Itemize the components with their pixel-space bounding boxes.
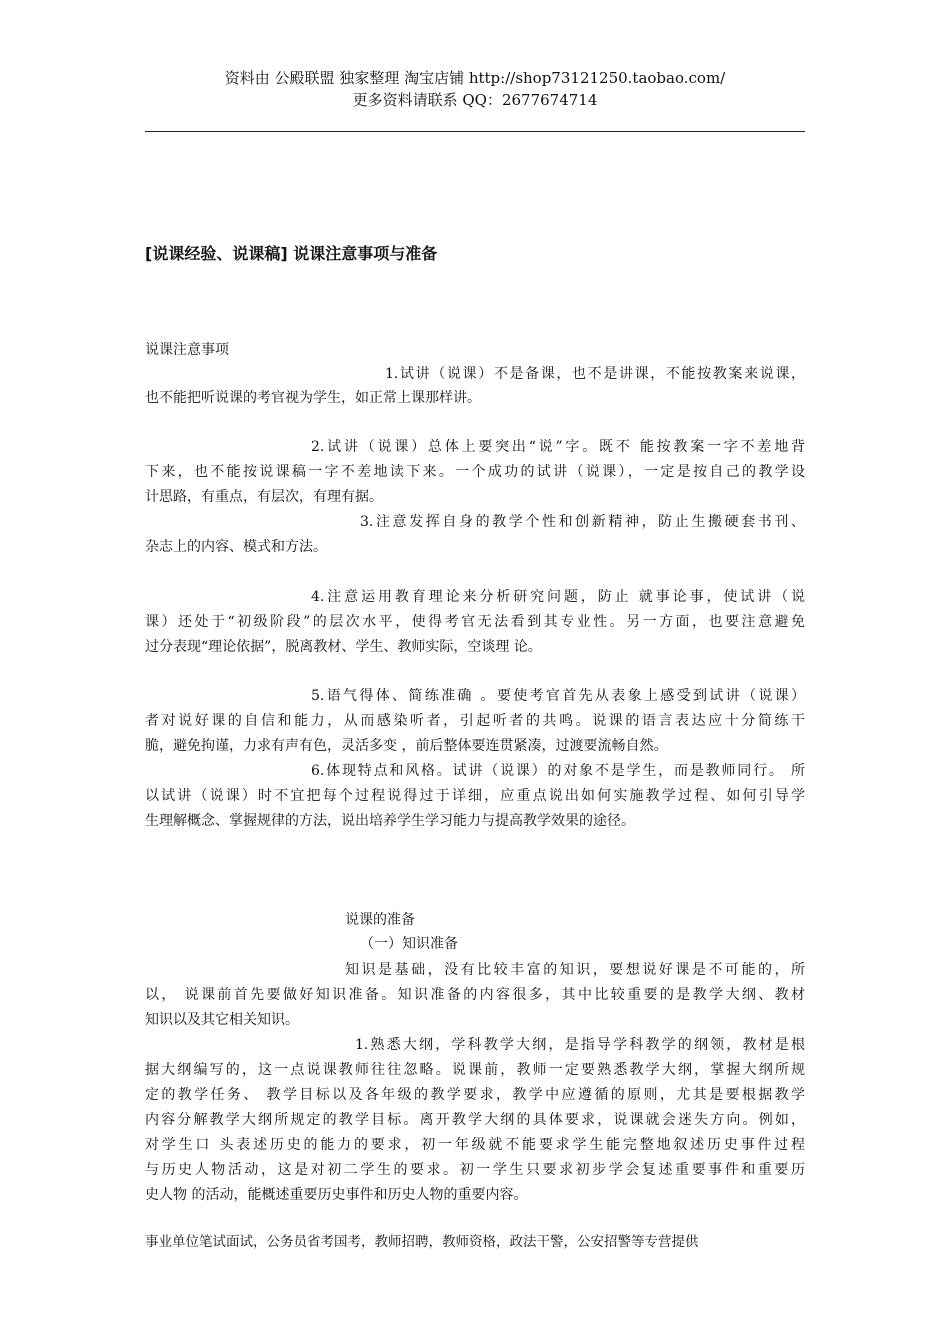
paragraph-line: 过分表现“理论依据”，脱离教材、学生、教师实际，空谈理 论。 — [145, 639, 542, 655]
paragraph-line: 杂志上的内容、模式和方法。 — [145, 539, 327, 555]
section2-subheading: （一）知识准备 — [360, 936, 458, 952]
paragraph-line: 课）还处于“初级阶段”的层次水平，使得考官无法看到其专业性。另一方面，也要注意避免 — [145, 614, 805, 630]
paragraph-line: 1.试讲（说课）不是备课，也不是讲课，不能按教案来说课， — [385, 366, 805, 382]
paragraph-line: 4.注意运用教育理论来分析研究问题，防止 就事论事，使试讲（说 — [311, 589, 805, 605]
paragraph-line: 与历史人物活动，这是对初二学生的要求。初一学生只要求初步学会复述重要事件和重要历 — [145, 1162, 805, 1178]
paragraph-line: 内容分解教学大纲所规定的教学目标。离开教学大纲的具体要求，说课就会迷失方向。例如， — [145, 1112, 805, 1128]
paragraph-line: 生理解概念、掌握规律的方法，说出培养学生学习能力与提高教学效果的途径。 — [145, 813, 635, 829]
paragraph-line: 者对说好课的自信和能力，从而感染听者，引起听者的共鸣。说课的语言表达应十分简练干 — [145, 713, 805, 729]
header-divider — [145, 131, 805, 132]
header-line-2: 更多资料请联系 QQ：2677674714 — [352, 91, 598, 109]
paragraph-line: 也不能把听说课的考官视为学生，如正常上课那样讲。 — [145, 390, 481, 406]
paragraph-line: 5.语气得体、简练准确 。要使考官首先从表象上感受到试讲（说课） — [311, 688, 805, 704]
paragraph-line: 计思路，有重点，有层次，有理有据。 — [145, 489, 383, 505]
header-line-1: 资料由 公殿联盟 独家整理 淘宝店铺 http://shop73121250.taobao.com/ — [224, 69, 726, 87]
paragraph-line: 脆，避免拘谨，力求有声有色，灵活多变 ，前后整体要连贯紧凑，过渡要流畅自然。 — [145, 738, 668, 754]
paragraph-line: 3.注意发挥自身的教学个性和创新精神，防止生搬硬套书刊、 — [360, 514, 805, 530]
paragraph-line: 知识以及其它相关知识。 — [145, 1012, 299, 1028]
section2-heading: 说课的准备 — [345, 912, 415, 928]
paragraph-line: 据大纲编写的，这一点说课教师往往忽略。说课前，教师一定要熟悉教学大纲，掌握大纲所规 — [145, 1062, 805, 1078]
paragraph-line: 对学生口 头表述历史的能力的要求，初一年级就不能要求学生能完整地叙述历史事件过程 — [145, 1137, 805, 1153]
paragraph-line: 以， 说课前首先要做好知识准备。知识准备的内容很多，其中比较重要的是教学大纲、教材 — [145, 987, 805, 1003]
page-footer: 事业单位笔试面试，公务员省考国考，教师招聘，教师资格，政法干警，公安招警等专营提供 — [145, 1234, 699, 1250]
paragraph-line: 2.试讲（说课）总体上要突出“说”字。既不 能按教案一字不差地背 — [311, 439, 805, 455]
paragraph-line: 知识是基础，没有比较丰富的知识，要想说好课是不可能的，所 — [345, 962, 805, 978]
paragraph-line: 1.熟悉大纲，学科教学大纲，是指导学科教学的纲领，教材是根 — [355, 1037, 805, 1053]
section1-heading: 说课注意事项 — [145, 342, 229, 358]
paragraph-line: 下来，也不能按说课稿一字不差地读下来。一个成功的试讲（说课），一定是按自己的教学设 — [145, 464, 805, 480]
paragraph-line: 史人物 的活动，能概述重要历史事件和历史人物的重要内容。 — [145, 1187, 528, 1203]
document-title: [说课经验、说课稿] 说课注意事项与准备 — [145, 244, 438, 263]
paragraph-line: 定的教学任务、 教学目标以及各年级的教学要求，教学中应遵循的原则，尤其是要根据教学 — [145, 1087, 805, 1103]
paragraph-line: 6.体现特点和风格。试讲（说课）的对象不是学生，而是教师同行。 所 — [311, 763, 805, 779]
paragraph-line: 以试讲（说课）时不宜把每个过程说得过于详细，应重点说出如何实施教学过程、如何引导学 — [145, 788, 805, 804]
